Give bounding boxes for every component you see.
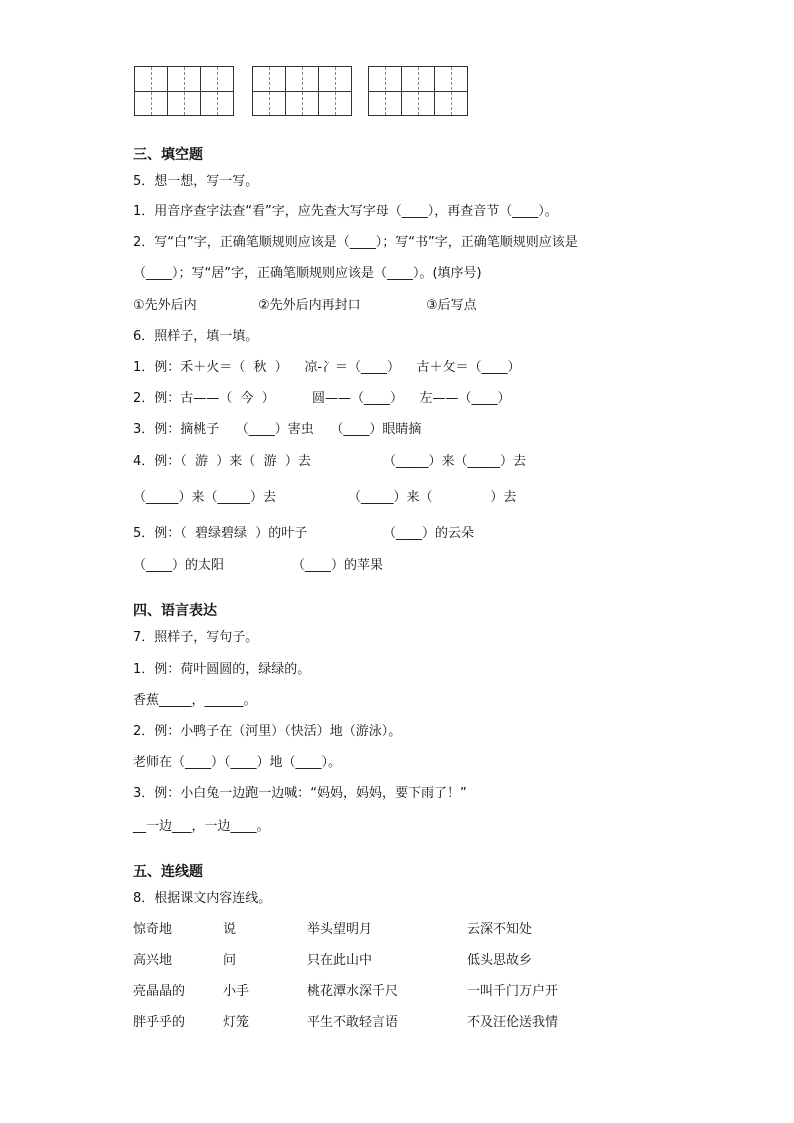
grid-cell bbox=[201, 67, 233, 115]
match-item: 不及汪伦送我情 bbox=[467, 1015, 559, 1030]
question-line: 3．例：摘桃子 （____）害虫 （____）眼睛摘 bbox=[133, 422, 422, 437]
option-1: ①先外后内 bbox=[133, 298, 197, 313]
question-line: 1．例：荷叶圆圆的，绿绿的。 bbox=[133, 662, 311, 677]
grid-cell bbox=[319, 67, 351, 115]
match-item: 惊奇地 bbox=[133, 922, 173, 937]
match-item: 平生不敢轻言语 bbox=[307, 1015, 399, 1030]
question-line: （_____）来（_____）去 bbox=[133, 490, 277, 505]
question-line: 5．例：（ 碧绿碧绿 ）的叶子 bbox=[133, 526, 308, 541]
answer-line: 老师在（____）（____）地（____）。 bbox=[133, 755, 342, 770]
section-title: 五、连线题 bbox=[133, 864, 203, 880]
option-3: ③后写点 bbox=[426, 298, 477, 313]
question-line: （____）的苹果 bbox=[292, 558, 384, 573]
question-line: （_____）来（_____）去 bbox=[383, 454, 527, 469]
match-item: 举头望明月 bbox=[307, 922, 373, 937]
match-item: 云深不知处 bbox=[467, 922, 533, 937]
question-title: 7．照样子，写句子。 bbox=[133, 630, 259, 645]
section-title: 三、填空题 bbox=[133, 147, 203, 163]
question-line: （_____）来（ ）去 bbox=[348, 490, 517, 505]
answer-line: __一边___，一边____。 bbox=[133, 819, 270, 834]
question-title: 6．照样子，填一填。 bbox=[133, 329, 259, 344]
match-item: 小手 bbox=[223, 984, 250, 999]
match-item: 一叫千门万户开 bbox=[467, 984, 559, 999]
match-item: 问 bbox=[223, 953, 237, 968]
grid-cell bbox=[135, 67, 168, 115]
question-line: （____）的云朵 bbox=[383, 526, 475, 541]
grid-cell bbox=[168, 67, 201, 115]
match-item: 胖乎乎的 bbox=[133, 1015, 186, 1030]
option-2: ②先外后内再封口 bbox=[258, 298, 361, 313]
section-title: 四、语言表达 bbox=[133, 603, 217, 619]
match-item: 桃花潭水深千尺 bbox=[307, 984, 399, 999]
match-item: 说 bbox=[223, 922, 237, 937]
question-line: 2．例：小鸭子在（河里）（快活）地（游泳）。 bbox=[133, 724, 402, 739]
answer-line: 香蕉_____，______。 bbox=[133, 693, 257, 708]
grid-cell bbox=[253, 67, 286, 115]
question-line: （____）的太阳 bbox=[133, 558, 225, 573]
match-item: 亮晶晶的 bbox=[133, 984, 186, 999]
grid-cell bbox=[402, 67, 435, 115]
question-line: 2．写“白”字，正确笔顺规则应该是（____）；写“书”字，正确笔顺规则应该是 bbox=[133, 235, 578, 250]
question-title: 8．根据课文内容连线。 bbox=[133, 891, 272, 906]
question-line: 1．用音序查字法查“看”字，应先查大写字母（____），再查音节（____）。 bbox=[133, 204, 558, 219]
match-item: 高兴地 bbox=[133, 953, 173, 968]
question-line: 3．例：小白兔一边跑一边喊：“妈妈，妈妈，要下雨了！” bbox=[133, 786, 467, 801]
match-item: 灯笼 bbox=[223, 1015, 250, 1030]
question-line: 1．例：禾＋火＝（ 秋 ） 凉-冫＝（____） 古＋攵＝（____） bbox=[133, 360, 521, 375]
grid-cell bbox=[369, 67, 402, 115]
match-item: 低头思故乡 bbox=[467, 953, 533, 968]
writing-grid-2 bbox=[252, 66, 352, 116]
match-item: 只在此山中 bbox=[307, 953, 373, 968]
writing-grid-3 bbox=[368, 66, 468, 116]
question-line: 2．例：古——（ 今 ） 圆——（____） 左——（____） bbox=[133, 391, 511, 406]
question-line: 4．例：（ 游 ）来（ 游 ）去 bbox=[133, 454, 311, 469]
question-line: （____）；写“居”字，正确笔顺规则应该是（____）。(填序号) bbox=[133, 266, 482, 281]
writing-grid-1 bbox=[134, 66, 234, 116]
question-title: 5．想一想，写一写。 bbox=[133, 174, 259, 189]
grid-cell bbox=[435, 67, 467, 115]
grid-cell bbox=[286, 67, 319, 115]
